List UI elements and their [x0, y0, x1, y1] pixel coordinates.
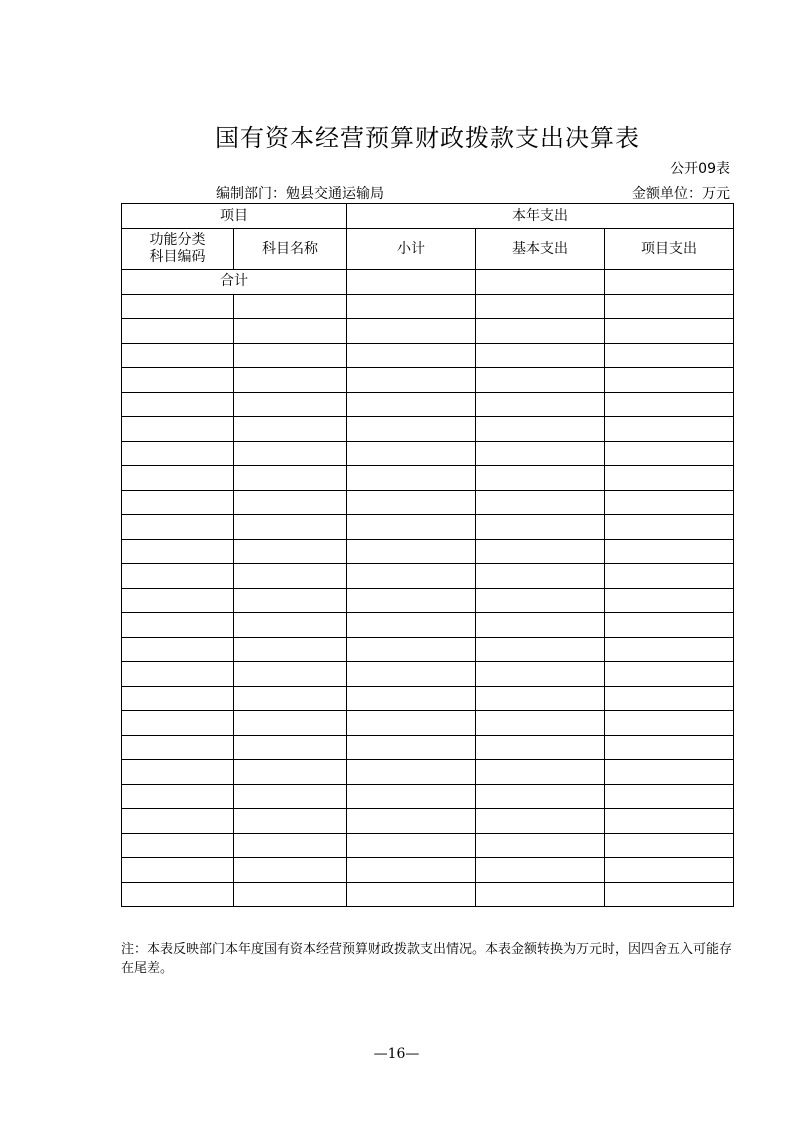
table-cell [476, 858, 605, 883]
table-cell [605, 760, 734, 785]
table-cell [122, 466, 234, 491]
table-cell [347, 368, 476, 393]
table-row [122, 294, 734, 319]
header-current-year: 本年支出 [347, 204, 734, 229]
table-cell [234, 686, 347, 711]
table-cell [234, 637, 347, 662]
table-cell [347, 637, 476, 662]
table-row [122, 564, 734, 589]
table-cell [476, 343, 605, 368]
table-row [122, 441, 734, 466]
table-cell [476, 711, 605, 736]
table-cell [122, 858, 234, 883]
table-cell [234, 343, 347, 368]
table-cell [347, 441, 476, 466]
table-cell [347, 735, 476, 760]
col-subtotal: 小计 [347, 229, 476, 270]
total-row [122, 270, 734, 295]
table-cell [605, 466, 734, 491]
table-cell [347, 662, 476, 687]
table-row [122, 784, 734, 809]
table-cell [122, 588, 234, 613]
table-cell [122, 539, 234, 564]
table-cell [234, 711, 347, 736]
table-row [122, 882, 734, 907]
table-cell [605, 539, 734, 564]
table-cell [476, 515, 605, 540]
table-cell [122, 564, 234, 589]
table-cell [347, 833, 476, 858]
table-cell [234, 319, 347, 344]
table-cell [234, 833, 347, 858]
table-cell [234, 539, 347, 564]
table-row [122, 466, 734, 491]
table-cell [234, 368, 347, 393]
table-cell [234, 662, 347, 687]
table-cell [122, 490, 234, 515]
col-basic: 基本支出 [476, 229, 605, 270]
table-cell [605, 686, 734, 711]
table-row [122, 515, 734, 540]
table-cell [347, 319, 476, 344]
table-cell [347, 613, 476, 638]
table-cell [605, 711, 734, 736]
table-cell [347, 515, 476, 540]
table-cell [347, 858, 476, 883]
table-cell [347, 760, 476, 785]
table-row [122, 735, 734, 760]
table-cell [122, 417, 234, 442]
table-cell [605, 441, 734, 466]
total-subtotal-cell [347, 270, 476, 295]
table-cell [347, 809, 476, 834]
table-row [122, 417, 734, 442]
table-cell [122, 784, 234, 809]
table-cell [605, 735, 734, 760]
table-cell [476, 417, 605, 442]
table-cell [234, 392, 347, 417]
table-row [122, 368, 734, 393]
table-cell [476, 392, 605, 417]
total-label: 合计 [122, 270, 347, 295]
table-row [122, 662, 734, 687]
table-cell [347, 564, 476, 589]
table-cell [122, 711, 234, 736]
form-number: 公开09表 [670, 161, 730, 177]
table-cell [347, 466, 476, 491]
table-cell [476, 368, 605, 393]
table-cell [122, 662, 234, 687]
table-cell [605, 490, 734, 515]
table-cell [122, 686, 234, 711]
table-cell [347, 392, 476, 417]
table-cell [234, 294, 347, 319]
table-cell [122, 760, 234, 785]
table-cell [476, 564, 605, 589]
table-row [122, 539, 734, 564]
total-project-cell [605, 270, 734, 295]
table-cell [347, 490, 476, 515]
table-row [122, 319, 734, 344]
table-cell [476, 662, 605, 687]
table-cell [234, 613, 347, 638]
col-name: 科目名称 [234, 229, 347, 270]
table-cell [605, 368, 734, 393]
unit-label: 金额单位：万元 [632, 186, 730, 202]
table-row [122, 760, 734, 785]
table-cell [605, 392, 734, 417]
table-cell [476, 613, 605, 638]
table-cell [476, 539, 605, 564]
table-cell [605, 343, 734, 368]
data-rows [122, 294, 734, 907]
table-row [122, 833, 734, 858]
expenditure-table [121, 203, 734, 907]
table-cell [476, 490, 605, 515]
table-row [122, 392, 734, 417]
table-cell [476, 686, 605, 711]
table-cell [234, 515, 347, 540]
table-cell [605, 637, 734, 662]
table-row [122, 613, 734, 638]
total-basic-cell [476, 270, 605, 295]
table-cell [234, 735, 347, 760]
table-cell [122, 613, 234, 638]
table-cell [234, 858, 347, 883]
table-cell [234, 564, 347, 589]
table-cell [234, 417, 347, 442]
table-cell [476, 760, 605, 785]
table-cell [122, 735, 234, 760]
table-cell [122, 637, 234, 662]
table-cell [476, 466, 605, 491]
table-cell [122, 294, 234, 319]
table-row [122, 588, 734, 613]
department-label: 编制部门：勉县交通运输局 [216, 186, 384, 202]
header-project: 项目 [122, 204, 347, 229]
table-cell [605, 662, 734, 687]
table-cell [122, 515, 234, 540]
table-cell [605, 294, 734, 319]
table-cell [234, 809, 347, 834]
table-cell [605, 858, 734, 883]
table-cell [234, 490, 347, 515]
table-cell [476, 809, 605, 834]
table-cell [476, 588, 605, 613]
table-row [122, 343, 734, 368]
table-cell [605, 319, 734, 344]
col-project: 项目支出 [605, 229, 734, 270]
table-row [122, 490, 734, 515]
table-cell [476, 441, 605, 466]
table-cell [476, 319, 605, 344]
table-cell [122, 833, 234, 858]
page-number: —16— [373, 1046, 420, 1062]
table-row [122, 686, 734, 711]
table-cell [347, 686, 476, 711]
table-cell [234, 466, 347, 491]
col-code: 功能分类科目编码 [122, 229, 234, 270]
table-cell [347, 343, 476, 368]
table-row [122, 637, 734, 662]
table-cell [122, 343, 234, 368]
table-cell [122, 882, 234, 907]
table-cell [476, 784, 605, 809]
table-cell [347, 417, 476, 442]
table-cell [122, 319, 234, 344]
table-cell [476, 637, 605, 662]
table-cell [122, 392, 234, 417]
table-row [122, 711, 734, 736]
table-cell [476, 294, 605, 319]
table-cell [605, 417, 734, 442]
table-cell [347, 784, 476, 809]
table-cell [605, 515, 734, 540]
table-cell [605, 613, 734, 638]
table-cell [234, 784, 347, 809]
table-cell [234, 760, 347, 785]
table-cell [122, 368, 234, 393]
page-title: 国有资本经营预算财政拨款支出决算表 [215, 124, 640, 152]
table-cell [234, 441, 347, 466]
table-cell [234, 588, 347, 613]
table-cell [122, 441, 234, 466]
table-cell [605, 882, 734, 907]
table-cell [476, 882, 605, 907]
table-cell [605, 588, 734, 613]
table-cell [347, 294, 476, 319]
table-row [122, 809, 734, 834]
table-cell [605, 809, 734, 834]
footnote: 注：本表反映部门本年度国有资本经营预算财政拨款支出情况。本表金额转换为万元时，因四舍五入可能存在尾差。 [121, 942, 733, 976]
table-cell [347, 539, 476, 564]
table-cell [605, 784, 734, 809]
table-cell [234, 882, 347, 907]
table-row [122, 858, 734, 883]
table-cell [347, 711, 476, 736]
table-cell [122, 809, 234, 834]
table-cell [476, 735, 605, 760]
table-cell [476, 833, 605, 858]
table-cell [347, 588, 476, 613]
table-cell [605, 833, 734, 858]
table-cell [347, 882, 476, 907]
table-cell [605, 564, 734, 589]
